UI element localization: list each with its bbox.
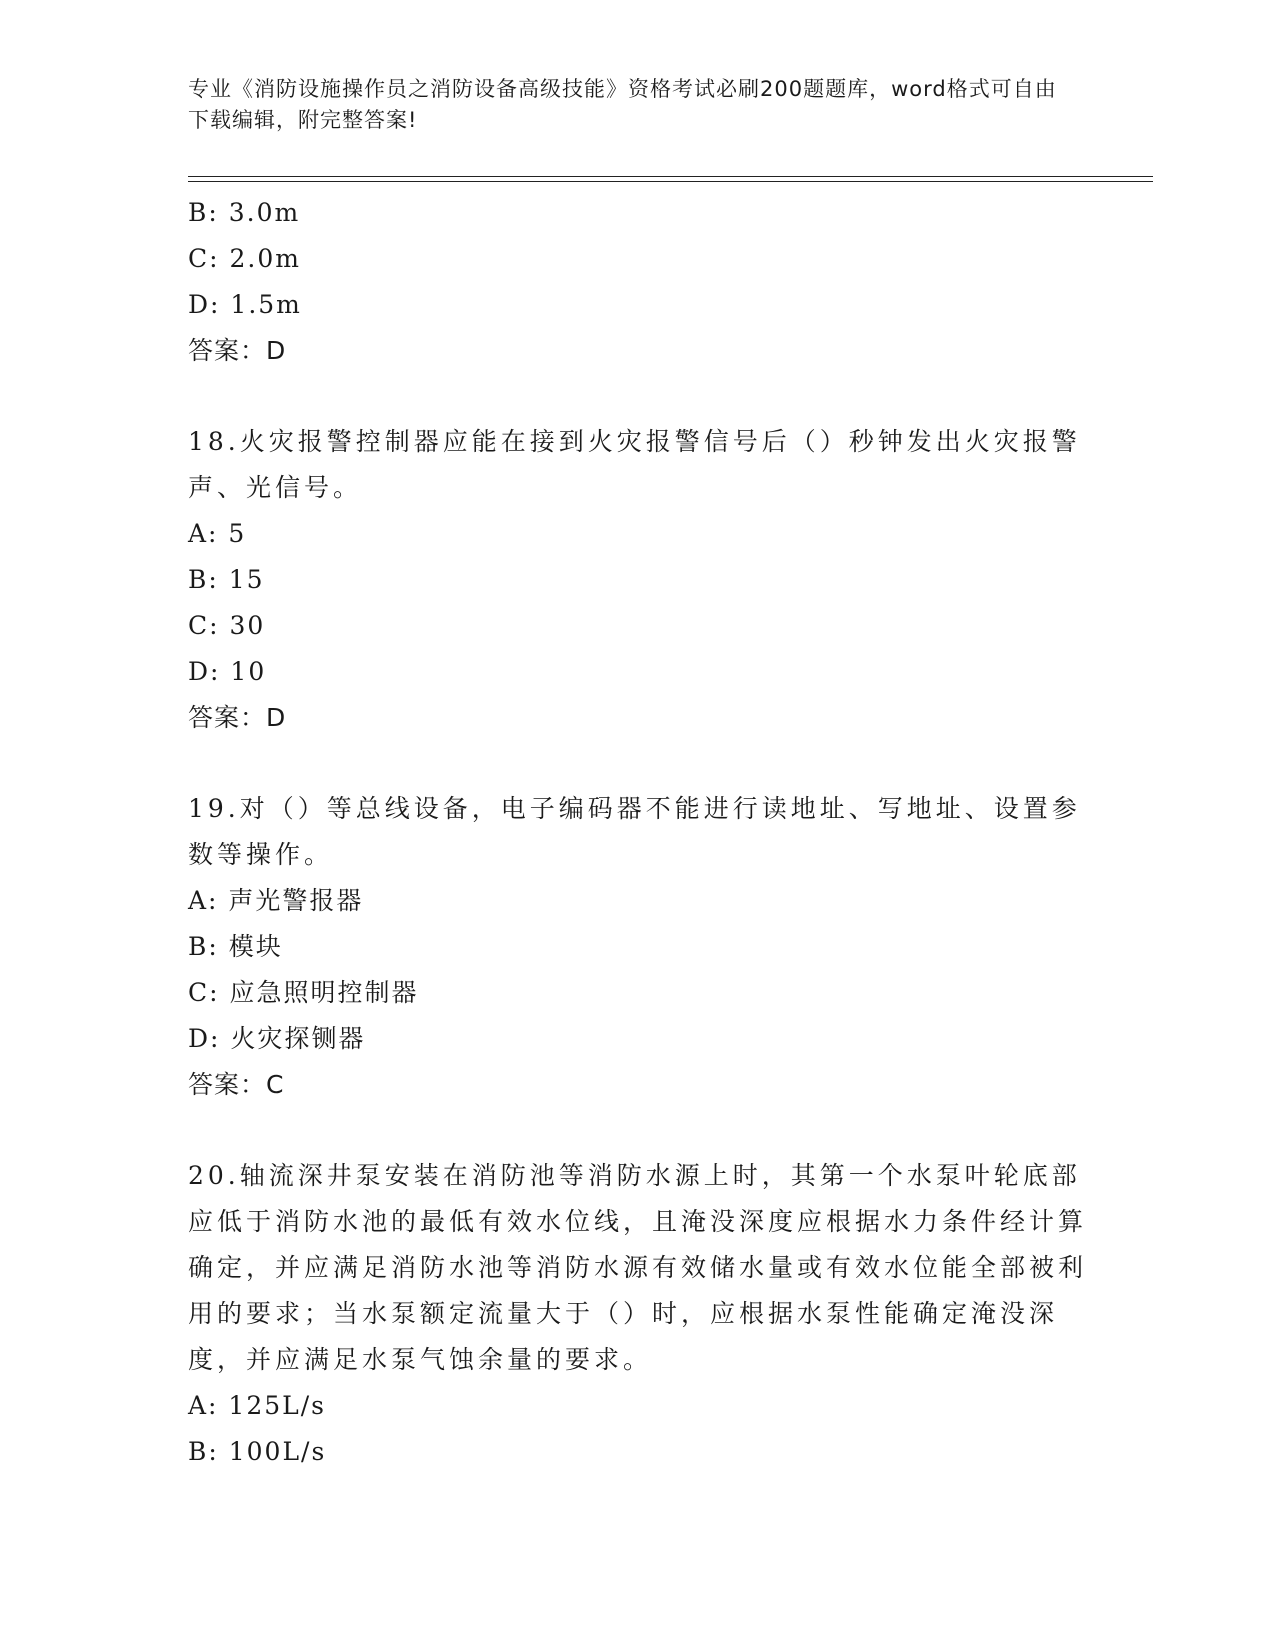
option-c: C: 30 xyxy=(188,611,266,640)
option-d: D: 10 xyxy=(188,657,267,686)
answer-line: 答案：D xyxy=(188,703,287,732)
option-a: A: 125L/s xyxy=(188,1391,326,1420)
option-c: C: 2.0m xyxy=(188,244,301,273)
question-18 xyxy=(188,419,1088,741)
question-19 xyxy=(188,786,1088,1108)
option-d: D: 1.5m xyxy=(188,290,302,319)
answer-line: 答案：D xyxy=(188,336,287,365)
question-stem: 18.火灾报警控制器应能在接到火灾报警信号后（）秒钟发出火灾报警声、光信号。 xyxy=(188,427,1081,502)
header-divider-top xyxy=(188,176,1153,177)
answer-line: 答案：C xyxy=(188,1070,285,1099)
option-a: A: 声光警报器 xyxy=(188,886,364,915)
option-b: B: 100L/s xyxy=(188,1437,327,1466)
question-stem: 19.对（）等总线设备，电子编码器不能进行读地址、写地址、设置参数等操作。 xyxy=(188,794,1081,869)
option-d: D: 火灾探铡器 xyxy=(188,1024,366,1053)
option-c: C: 应急照明控制器 xyxy=(188,978,419,1007)
question-20 xyxy=(188,1153,1088,1475)
document-header: 专业《消防设施操作员之消防设备高级技能》资格考试必刷200题题库，word格式可自由下载编辑，附完整答案! xyxy=(188,77,1057,132)
option-b: B: 3.0m xyxy=(188,198,301,227)
question-stem: 20.轴流深井泵安装在消防池等消防水源上时，其第一个水泵叶轮底部应低于消防水池的最低有效水位线，且淹没深度应根据水力条件经计算确定，并应满足消防水池等消防水源有效储水量或有效水位能全部被利用的要求；当水泵额定流量大于（）时，应根据水泵性能确定淹没深度，并应满足水泵气蚀余量的要求。 xyxy=(188,1161,1088,1374)
question-list xyxy=(188,190,1088,1475)
header-divider-bottom xyxy=(188,181,1153,182)
option-a: A: 5 xyxy=(188,519,247,548)
question-17-remainder xyxy=(188,190,1088,374)
option-b: B: 15 xyxy=(188,565,265,594)
option-b: B: 模块 xyxy=(188,932,283,961)
